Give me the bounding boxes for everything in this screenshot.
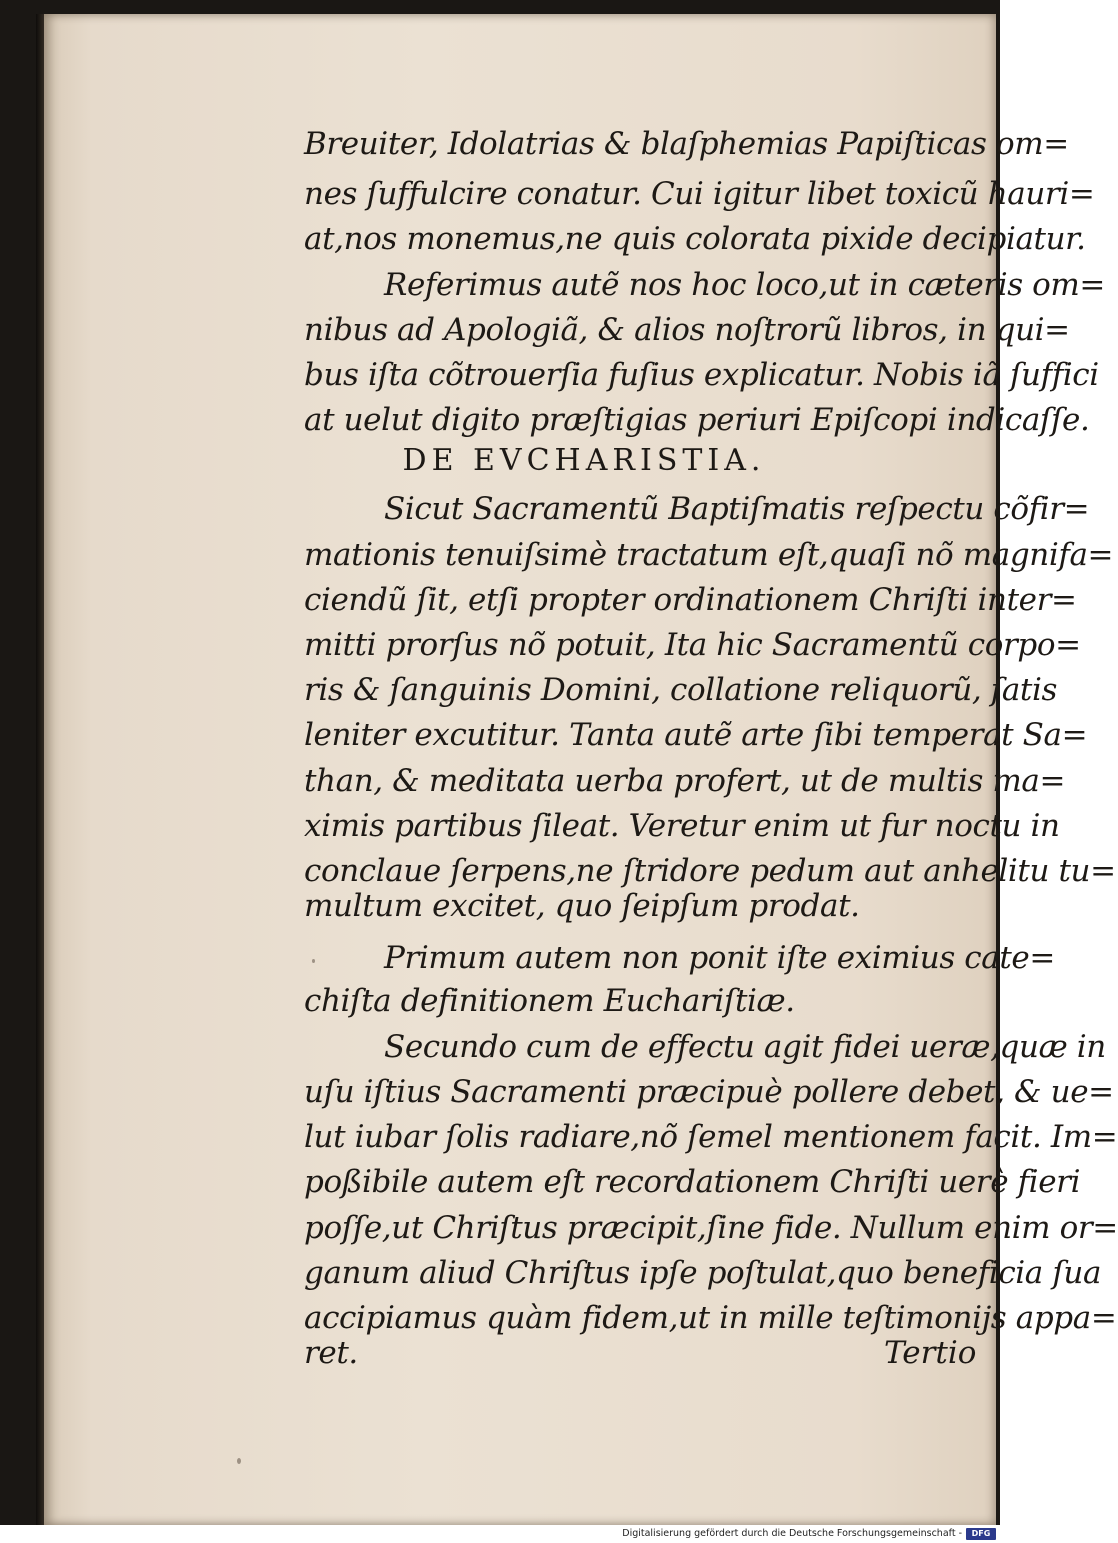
text-line: uſu iſtius Sacramenti præcipuè pollere debet, & ue= [304,1074,1114,1110]
text-line: Referimus autẽ nos hoc loco,ut in cæteris om= [384,267,1106,303]
text-line: ret. [304,1335,358,1371]
text-line: nibus ad Apologiã, & alios noſtrorũ libros, in qui= [304,312,1070,348]
text-line: ximis partibus ſileat. Veretur enim ut fur noctu in [304,808,1060,844]
text-line: mitti prorſus nõ potuit, Ita hic Sacramentũ corpo= [304,627,1081,663]
text-line: Primum autem non ponit iſte eximius cate= [384,940,1055,976]
text-line: ganum aliud Chriſtus ipſe poſtulat,quo beneficia ſua [304,1255,1102,1291]
text-line: mationis tenuiſsimè tractatum eſt,quaſi nõ magnifa= [304,537,1114,573]
text-line: ciendũ ſit, etſi propter ordinationem Chriſti inter= [304,582,1077,618]
section-heading: DE EVCHARISTIA. [402,443,766,478]
dfg-logo: DFG [966,1528,996,1540]
text-line: ris & ſanguinis Domini, collatione reliquorũ, ſatis [304,672,1057,708]
text-line: accipiamus quàm fidem,ut in mille teſtimonijs appa= [304,1300,1117,1336]
text-line: Breuiter, Idolatrias & blaſphemias Papiſticas om= [304,126,1069,162]
footer-bar [0,1525,1000,1543]
text-line: than, & meditata uerba profert, ut de multis ma= [304,763,1066,799]
funding-notice: Digitalisierung gefördert durch die Deutsche Forschungsgemeinschaft - [622,1528,962,1539]
catchword: Tertio [884,1335,977,1371]
text-line: leniter excutitur. Tanta autẽ arte ſibi temperat Sa= [304,717,1088,753]
text-line: poßibile autem eſt recordationem Chriſti uerè fieri [304,1164,1081,1200]
text-line: Sicut Sacramentũ Baptiſmatis reſpectu cõfir= [384,491,1090,527]
text-line: nes ſuffulcire conatur. Cui igitur libet toxicũ hauri= [304,176,1095,212]
text-line: Secundo cum de effectu agit fidei ueræ,quæ in [384,1029,1106,1065]
text-line: at uelut digito præſtigias periuri Epiſcopi indicaſſe. [304,402,1090,438]
text-line: poſſe,ut Chriſtus præcipit,ſine fide. Nullum enim or= [304,1210,1118,1246]
text-line: bus iſta cõtrouerſia fuſius explicatur. Nobis iã ſuffici [304,357,1099,393]
text-line: chiſta definitionem Euchariſtiæ. [304,983,795,1019]
text-line: conclaue ſerpens,ne ſtridore pedum aut anhelitu tu= [304,853,1116,889]
paper-speck [237,1458,241,1464]
paper-speck [312,959,315,963]
text-line: lut iubar ſolis radiare,nõ ſemel mentionem facit. Im= [304,1119,1118,1155]
text-line: multum excitet, quo ſeipſum prodat. [304,888,860,924]
text-line: at,nos monemus,ne quis colorata pixide decipiatur. [304,221,1086,257]
